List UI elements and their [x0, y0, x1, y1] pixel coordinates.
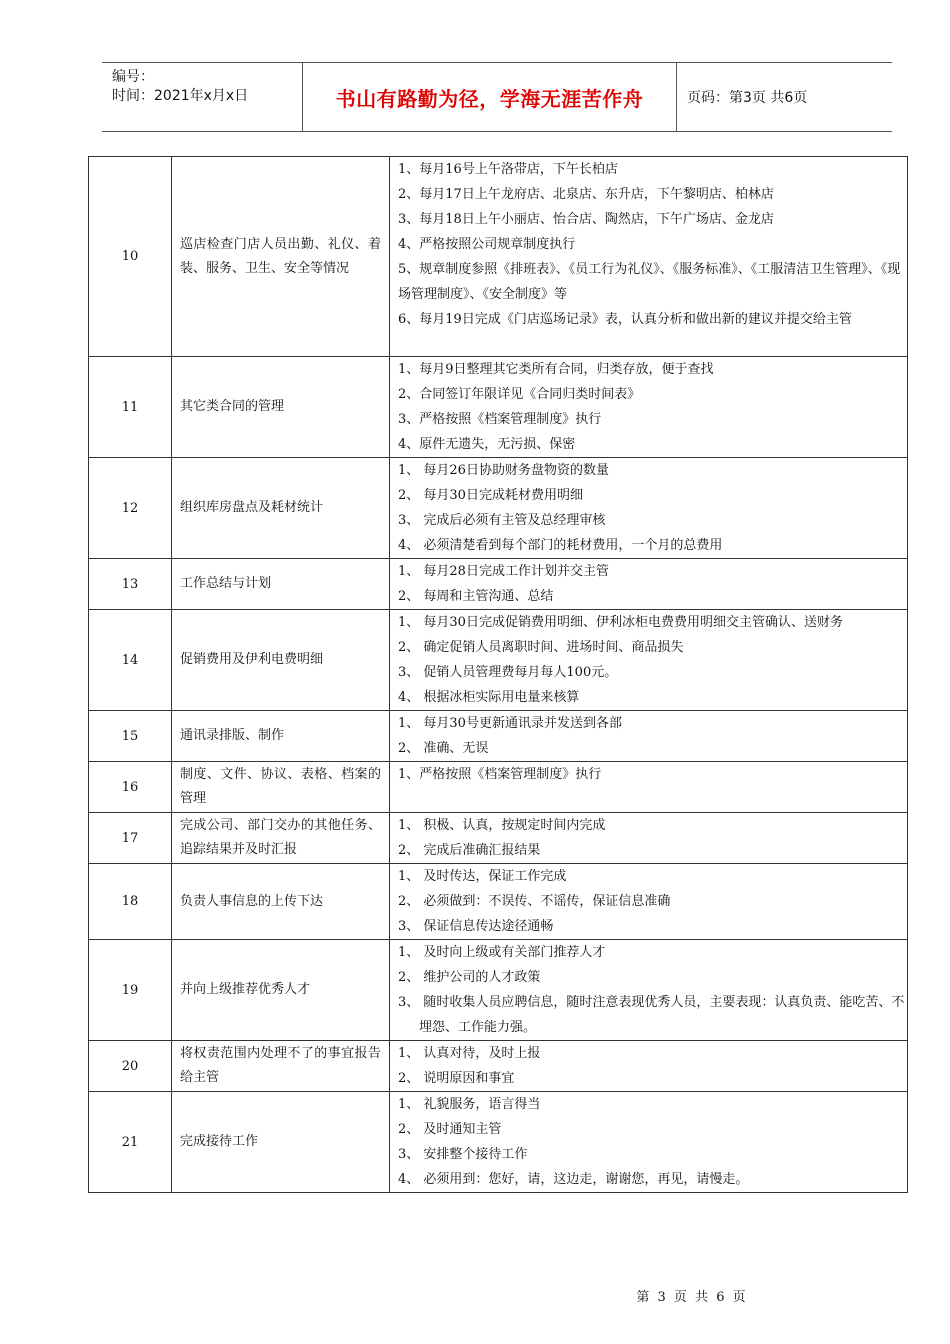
row-number: 14	[89, 610, 172, 711]
row-task: 组织库房盘点及耗材统计	[172, 458, 390, 559]
row-details	[390, 559, 908, 610]
row-details	[390, 1041, 908, 1092]
row-task: 工作总结与计划	[172, 559, 390, 610]
detail-line: 6、每月19日完成《门店巡场记录》表，认真分析和做出新的建议并提交给主管	[398, 312, 852, 327]
detail-line: 3、 保证信息传达途径通畅	[398, 919, 554, 934]
row-number: 13	[89, 559, 172, 610]
table-row	[89, 610, 908, 711]
row-task: 通讯录排版、制作	[172, 711, 390, 762]
detail-line: 3、严格按照《档案管理制度》执行	[398, 412, 602, 427]
detail-line: 2、 每月30日完成耗材费用明细	[398, 488, 583, 503]
detail-line: 2、合同签订年限详见《合同归类时间表》	[398, 387, 641, 402]
detail-line: 4、 必须用到：您好，请，这边走，谢谢您，再见，请慢走。	[398, 1172, 749, 1187]
detail-line: 1、 及时传达，保证工作完成	[398, 869, 567, 884]
table-row	[89, 357, 908, 458]
row-task: 完成接待工作	[172, 1092, 390, 1193]
detail-line: 3、 促销人员管理费每月每人100元。	[398, 665, 618, 680]
detail-line: 1、每月9日整理其它类所有合同，归类存放，便于查找	[398, 362, 714, 377]
row-details	[390, 610, 908, 711]
detail-line: 2、 准确、无误	[398, 741, 489, 756]
row-number: 11	[89, 357, 172, 458]
row-task: 促销费用及伊利电费明细	[172, 610, 390, 711]
detail-line: 1、 积极、认真，按规定时间内完成	[398, 818, 606, 833]
row-details	[390, 1092, 908, 1193]
row-number: 17	[89, 813, 172, 864]
detail-line: 2、 每周和主管沟通、总结	[398, 589, 554, 604]
duties-table	[88, 156, 908, 1193]
row-number: 18	[89, 864, 172, 940]
detail-line: 2、 完成后准确汇报结果	[398, 843, 541, 858]
detail-line: 1、 认真对待，及时上报	[398, 1046, 541, 1061]
detail-line: 4、 必须清楚看到每个部门的耗材费用，一个月的总费用	[398, 538, 723, 553]
row-details	[390, 813, 908, 864]
detail-line: 2、 及时通知主管	[398, 1122, 502, 1137]
detail-line: 4、 根据冰柜实际用电量来核算	[398, 690, 580, 705]
row-details	[390, 711, 908, 762]
table-row	[89, 711, 908, 762]
row-number: 20	[89, 1041, 172, 1092]
row-task: 完成公司、部门交办的其他任务、追踪结果并及时汇报	[172, 813, 390, 864]
detail-line: 1、 礼貌服务，语言得当	[398, 1097, 541, 1112]
detail-line: 3、 完成后必须有主管及总经理审核	[398, 513, 606, 528]
row-details	[390, 940, 908, 1041]
detail-line: 1、 每月30号更新通讯录并发送到各部	[398, 716, 622, 731]
detail-line: 1、 及时向上级或有关部门推荐人才	[398, 945, 606, 960]
detail-line: 1、 每月26日协助财务盘物资的数量	[398, 463, 609, 478]
row-task: 其它类合同的管理	[172, 357, 390, 458]
table-row	[89, 864, 908, 940]
detail-line: 1、严格按照《档案管理制度》执行	[398, 767, 602, 782]
table-row	[89, 157, 908, 357]
table-row	[89, 559, 908, 610]
table-row	[89, 813, 908, 864]
footer-page-number: 第 3 页 共 6 页	[636, 1290, 748, 1305]
row-task: 将权责范围内处理不了的事宜报告给主管	[172, 1041, 390, 1092]
detail-line: 2、 说明原因和事宜	[398, 1071, 515, 1086]
detail-line: 3、每月18日上午小丽店、怡合店、陶然店，下午广场店、金龙店	[398, 212, 774, 227]
row-number: 15	[89, 711, 172, 762]
detail-line: 2、 维护公司的人才政策	[398, 970, 541, 985]
serial-label: 编号：	[112, 69, 154, 85]
row-number: 10	[89, 157, 172, 357]
row-details	[390, 157, 908, 357]
detail-line: 2、 必须做到：不误传、不谣传，保证信息准确	[398, 894, 671, 909]
date-label: 时间：2021年x月x日	[112, 88, 249, 104]
detail-line: 5、规章制度参照《排班表》、《员工行为礼仪》、《服务标准》、《工服清洁卫生管理》、《现场管理制度》、《安全制度》等	[398, 262, 901, 302]
row-task: 并向上级推荐优秀人才	[172, 940, 390, 1041]
row-number: 21	[89, 1092, 172, 1193]
header-page-info: 页码：第3页 共6页	[687, 90, 808, 106]
detail-line: 3、 随时收集人员应聘信息，随时注意表现优秀人员，主要表现：认真负责、能吃苦、不埋怨、工作能力强。	[398, 995, 905, 1035]
header-meta	[102, 63, 303, 131]
detail-line: 2、每月17日上午龙府店、北泉店、东升店，下午黎明店、柏林店	[398, 187, 774, 202]
row-details	[390, 762, 908, 813]
table-row	[89, 1041, 908, 1092]
row-number: 12	[89, 458, 172, 559]
detail-line: 1、 每月30日完成促销费用明细、伊利冰柜电费费用明细交主管确认、送财务	[398, 615, 843, 630]
table-row	[89, 762, 908, 813]
table-row	[89, 458, 908, 559]
table-row	[89, 940, 908, 1041]
detail-line: 1、每月16号上午洛带店，下午长柏店	[398, 162, 618, 177]
row-number: 19	[89, 940, 172, 1041]
detail-line: 4、原件无遗失，无污损、保密	[398, 437, 576, 452]
row-details	[390, 864, 908, 940]
row-task: 负责人事信息的上传下达	[172, 864, 390, 940]
detail-line: 4、严格按照公司规章制度执行	[398, 237, 576, 252]
header-motto: 书山有路勤为径，学海无涯苦作舟	[303, 63, 677, 131]
table-row	[89, 1092, 908, 1193]
detail-line: 2、 确定促销人员离职时间、进场时间、商品损失	[398, 640, 684, 655]
document-header	[102, 62, 892, 132]
row-task: 制度、文件、协议、表格、档案的管理	[172, 762, 390, 813]
row-details	[390, 458, 908, 559]
row-details	[390, 357, 908, 458]
detail-line: 1、 每月28日完成工作计划并交主管	[398, 564, 609, 579]
detail-line: 3、 安排整个接待工作	[398, 1147, 528, 1162]
row-number: 16	[89, 762, 172, 813]
row-task: 巡店检查门店人员出勤、礼仪、着装、服务、卫生、安全等情况	[172, 157, 390, 357]
page-footer	[0, 1286, 950, 1305]
